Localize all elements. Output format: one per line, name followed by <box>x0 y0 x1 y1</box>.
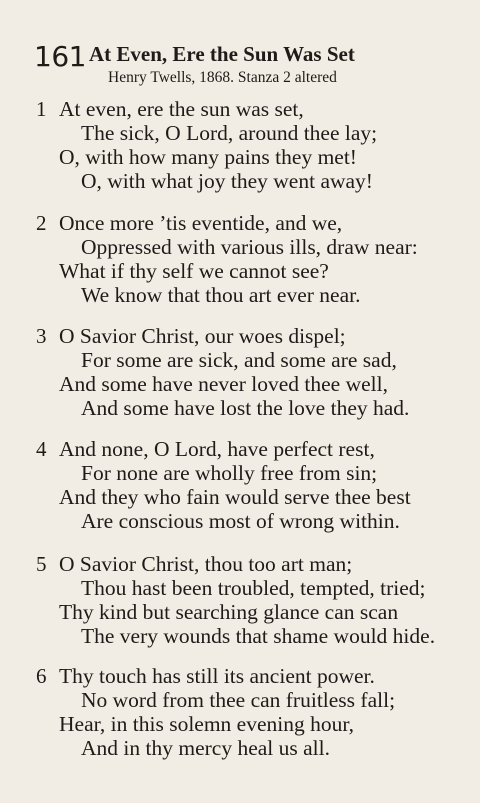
verse-line: For none are wholly free from sin; <box>81 461 378 485</box>
stanza-number: 2 <box>36 211 47 235</box>
stanza-4 <box>0 437 480 545</box>
verse-line: And they who fain would serve thee best <box>59 485 411 509</box>
stanza-2 <box>0 211 480 319</box>
verse-line: Hear, in this solemn evening hour, <box>59 712 355 736</box>
hymn-number: 161 <box>34 40 86 73</box>
verse-line: No word from thee can fruitless fall; <box>81 688 396 712</box>
stanza-5 <box>0 552 480 660</box>
verse-line: And some have never loved thee well, <box>59 372 388 396</box>
verse-line: The very wounds that shame would hide. <box>81 624 436 648</box>
verse-line: Thy touch has still its ancient power. <box>59 664 375 688</box>
verse-line: O Savior Christ, our woes dispel; <box>59 324 346 348</box>
verse-line: What if thy self we cannot see? <box>59 259 329 283</box>
stanza-number: 3 <box>36 324 47 348</box>
stanza-number: 5 <box>36 552 47 576</box>
verse-line: And in thy mercy heal us all. <box>81 736 330 760</box>
stanza-3 <box>0 324 480 432</box>
verse-line: Once more ’tis eventide, and we, <box>59 211 343 235</box>
verse-line: Are conscious most of wrong within. <box>81 509 400 533</box>
verse-line: O, with how many pains they met! <box>59 145 357 169</box>
verse-line: And some have lost the love they had. <box>81 396 410 420</box>
stanza-number: 6 <box>36 664 47 688</box>
stanza-number: 4 <box>36 437 47 461</box>
verse-line: Thou hast been troubled, tempted, tried; <box>81 576 426 600</box>
hymn-title: At Even, Ere the Sun Was Set <box>89 42 355 66</box>
hymn-attribution: Henry Twells, 1868. Stanza 2 altered <box>108 69 337 86</box>
verse-line: Oppressed with various ills, draw near: <box>81 235 418 259</box>
verse-line: And none, O Lord, have perfect rest, <box>59 437 375 461</box>
stanza-1 <box>0 97 480 205</box>
verse-line: At even, ere the sun was set, <box>59 97 304 121</box>
stanza-number: 1 <box>36 97 47 121</box>
verse-line: O Savior Christ, thou too art man; <box>59 552 353 576</box>
verse-line: The sick, O Lord, around thee lay; <box>81 121 378 145</box>
verse-line: We know that thou art ever near. <box>81 283 361 307</box>
verse-line: Thy kind but searching glance can scan <box>59 600 399 624</box>
verse-line: O, with what joy they went away! <box>81 169 373 193</box>
stanza-6 <box>0 664 480 772</box>
verse-line: For some are sick, and some are sad, <box>81 348 397 372</box>
